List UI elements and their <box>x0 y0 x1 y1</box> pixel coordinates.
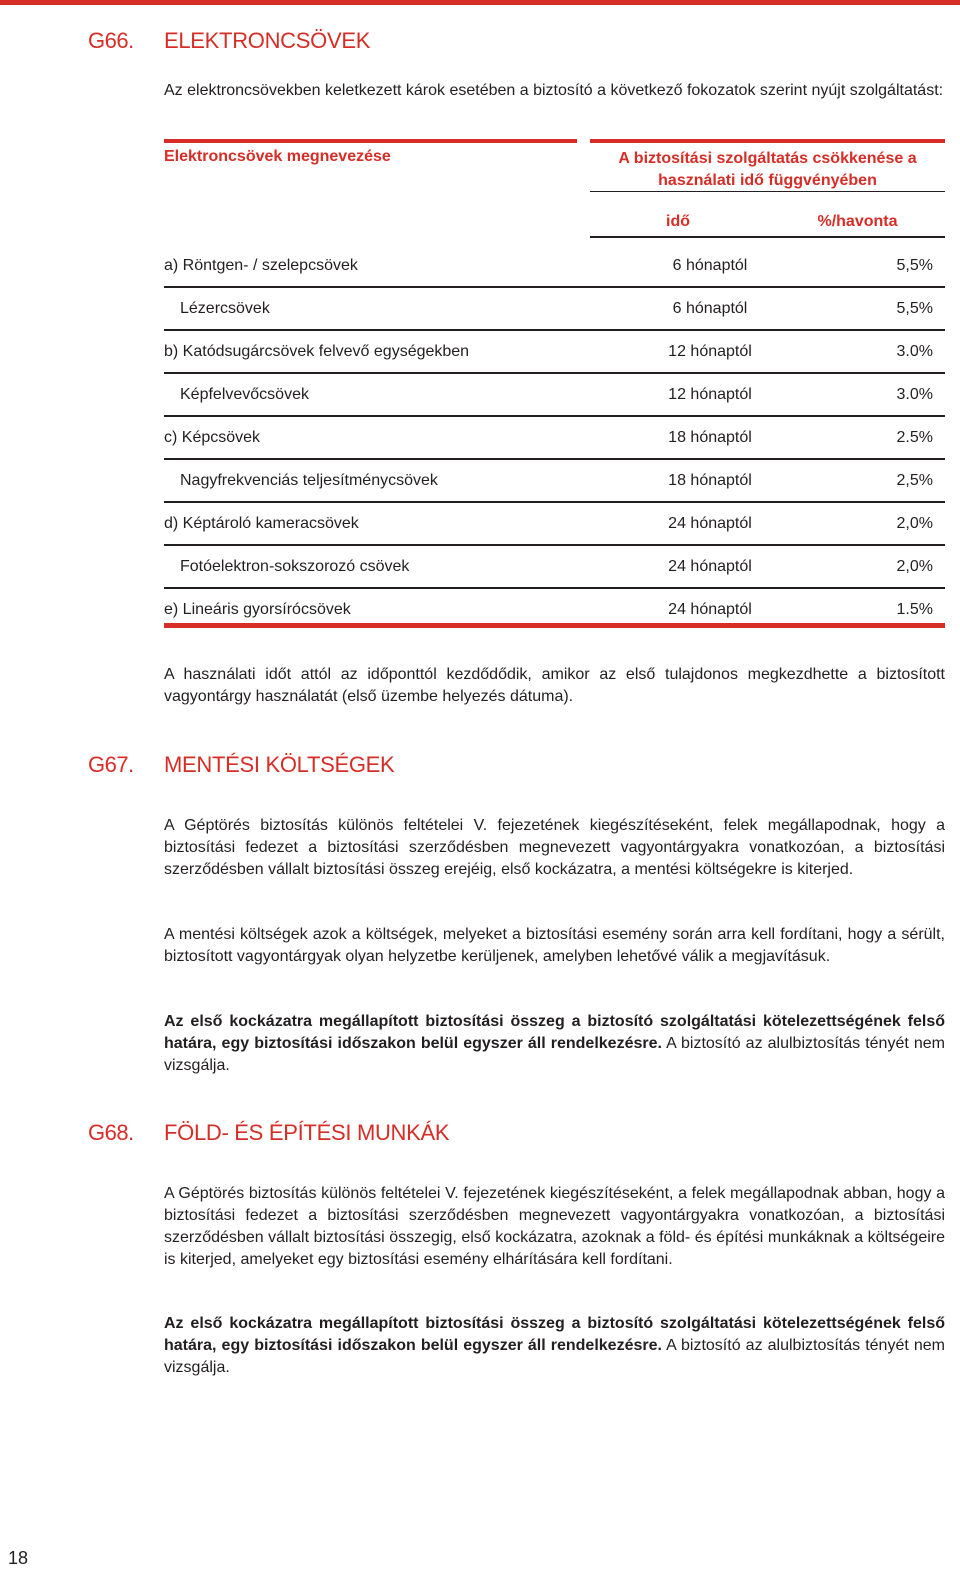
row-name: Fotóelektron-sokszorozó csövek <box>180 558 410 575</box>
section-title-g68: FÖLD- ÉS ÉPÍTÉSI MUNKÁK <box>164 1120 450 1145</box>
row-time: 24 hónaptól <box>668 558 752 575</box>
row-name: a) Röntgen- / szelepcsövek <box>164 257 358 274</box>
row-time: 6 hónaptól <box>672 257 748 274</box>
g67-paragraph-1: A Géptörés biztosítás különös feltételei V. fejezetének kiegészítéseként, felek megállapodnak, hogy a biztosítási fedezet a biztosítási szerződésben megnevezett vagyontárgyakra vonatkozóan, a biztosítási szerződésben vállalt biztosítási összeg erejéig, első kockázatra, a mentési költségekre is kiterjed. <box>164 817 945 878</box>
g66-intro: Az elektroncsövekben keletkezett károk esetében a biztosító a következő fokozatok szerint nyújt szolgáltatást: <box>164 82 944 99</box>
row-pct: 5,5% <box>896 300 933 317</box>
row-name: Lézercsövek <box>180 300 270 317</box>
row-name: Képfelvevőcsövek <box>180 386 309 403</box>
g68-paragraph-1: A Géptörés biztosítás különös feltételei V. fejezetének kiegészítéseként, a felek megállapodnak abban, hogy a biztosítási fedezet a biztosítási szerződésben megnevezett vagyontárgyakra vonatkozóan, a biztosítási szerződésben vállalt biztosítási összegig, első kockázatra, azoknak a föld- és építési munkáknak a költségeire is kiterjed, amelyeket egy biztosítási esemény elhárítására kell fordítani. <box>164 1185 945 1268</box>
table-header-bar-right <box>590 139 945 143</box>
row-time: 18 hónaptól <box>668 429 752 446</box>
row-time: 24 hónaptól <box>668 601 752 618</box>
table-header-bar-left <box>164 139 577 143</box>
row-pct: 2,0% <box>896 558 933 575</box>
section-title-g67: MENTÉSI KÖLTSÉGEK <box>164 752 395 777</box>
row-pct: 5,5% <box>896 257 933 274</box>
section-number-g67: G67. <box>88 752 134 777</box>
row-pct: 2,0% <box>896 515 933 532</box>
table-row <box>164 546 945 589</box>
row-pct: 3.0% <box>896 343 933 360</box>
table-row <box>164 245 945 288</box>
row-time: 18 hónaptól <box>668 472 752 489</box>
table-row <box>164 460 945 503</box>
table-row <box>164 503 945 546</box>
g68-bold-text: Az első kockázatra megállapított biztosítási összeg a biztosító szolgáltatási kötelezettségének felső határa, egy biztosítási időszakon belül egyszer áll rendelkezésre. <box>164 1315 945 1354</box>
g67-regular-text: A biztosító az alulbiztosítás tényét nem vizsgálja. <box>164 1035 946 1074</box>
g67-paragraph-3 <box>164 1011 945 1077</box>
table-row <box>164 331 945 374</box>
row-name: c) Képcsövek <box>164 429 261 446</box>
row-time: 12 hónaptól <box>668 343 752 360</box>
row-name: e) Lineáris gyorsírócsövek <box>164 601 351 618</box>
g66-note: A használati időt attól az időponttól kezdődődik, amikor az első tulajdonos megkezdhette a biztosított vagyontárgy használatát (első üzembe helyezés dátuma). <box>164 666 945 705</box>
row-name: d) Képtároló kameracsövek <box>164 515 359 532</box>
table-bottom-bar <box>164 623 945 628</box>
col-name-header: Elektroncsövek megnevezése <box>164 148 391 165</box>
row-name: b) Katódsugárcsövek felvevő egységekben <box>164 343 470 360</box>
row-pct: 3.0% <box>896 386 933 403</box>
section-number-g68: G68. <box>88 1120 134 1145</box>
table-row <box>164 417 945 460</box>
row-time: 6 hónaptól <box>672 300 748 317</box>
section-title-g66: ELEKTRONCSÖVEK <box>164 28 371 53</box>
row-time: 24 hónaptól <box>668 515 752 532</box>
col-group-header: A biztosítási szolgáltatás csökkenése a használati idő függvényében <box>618 150 917 189</box>
g67-bold-text: Az első kockázatra megállapított biztosítási összeg a biztosító szolgáltatási kötelezettségének felső határa, egy biztosítási időszakon belül egyszer áll rendelkezésre. <box>164 1013 945 1052</box>
row-name: Nagyfrekvenciás teljesítménycsövek <box>180 472 438 489</box>
row-time: 12 hónaptól <box>668 386 752 403</box>
g68-paragraph-2 <box>164 1313 945 1379</box>
col-header-rule <box>590 236 945 238</box>
table-row <box>164 374 945 417</box>
row-pct: 1.5% <box>896 601 933 618</box>
top-red-rule <box>0 0 960 5</box>
section-number-g66: G66. <box>88 28 134 53</box>
row-pct: 2,5% <box>896 472 933 489</box>
header-sub-rule <box>590 191 945 192</box>
g68-regular-text: A biztosító az alulbiztosítás tényét nem vizsgálja. <box>164 1337 946 1376</box>
col-time-header: idő <box>666 213 690 230</box>
page-number: 18 <box>8 1548 29 1568</box>
row-pct: 2.5% <box>896 429 933 446</box>
g67-paragraph-2: A mentési költségek azok a költségek, melyeket a biztosítási esemény során arra kell fordítani, hogy a sérült, biztosított vagyontárgyak olyan helyzetbe kerüljenek, amelyben lehetővé válik a megjavításuk. <box>164 926 945 965</box>
table-row <box>164 288 945 331</box>
col-pct-header: %/havonta <box>817 213 898 230</box>
